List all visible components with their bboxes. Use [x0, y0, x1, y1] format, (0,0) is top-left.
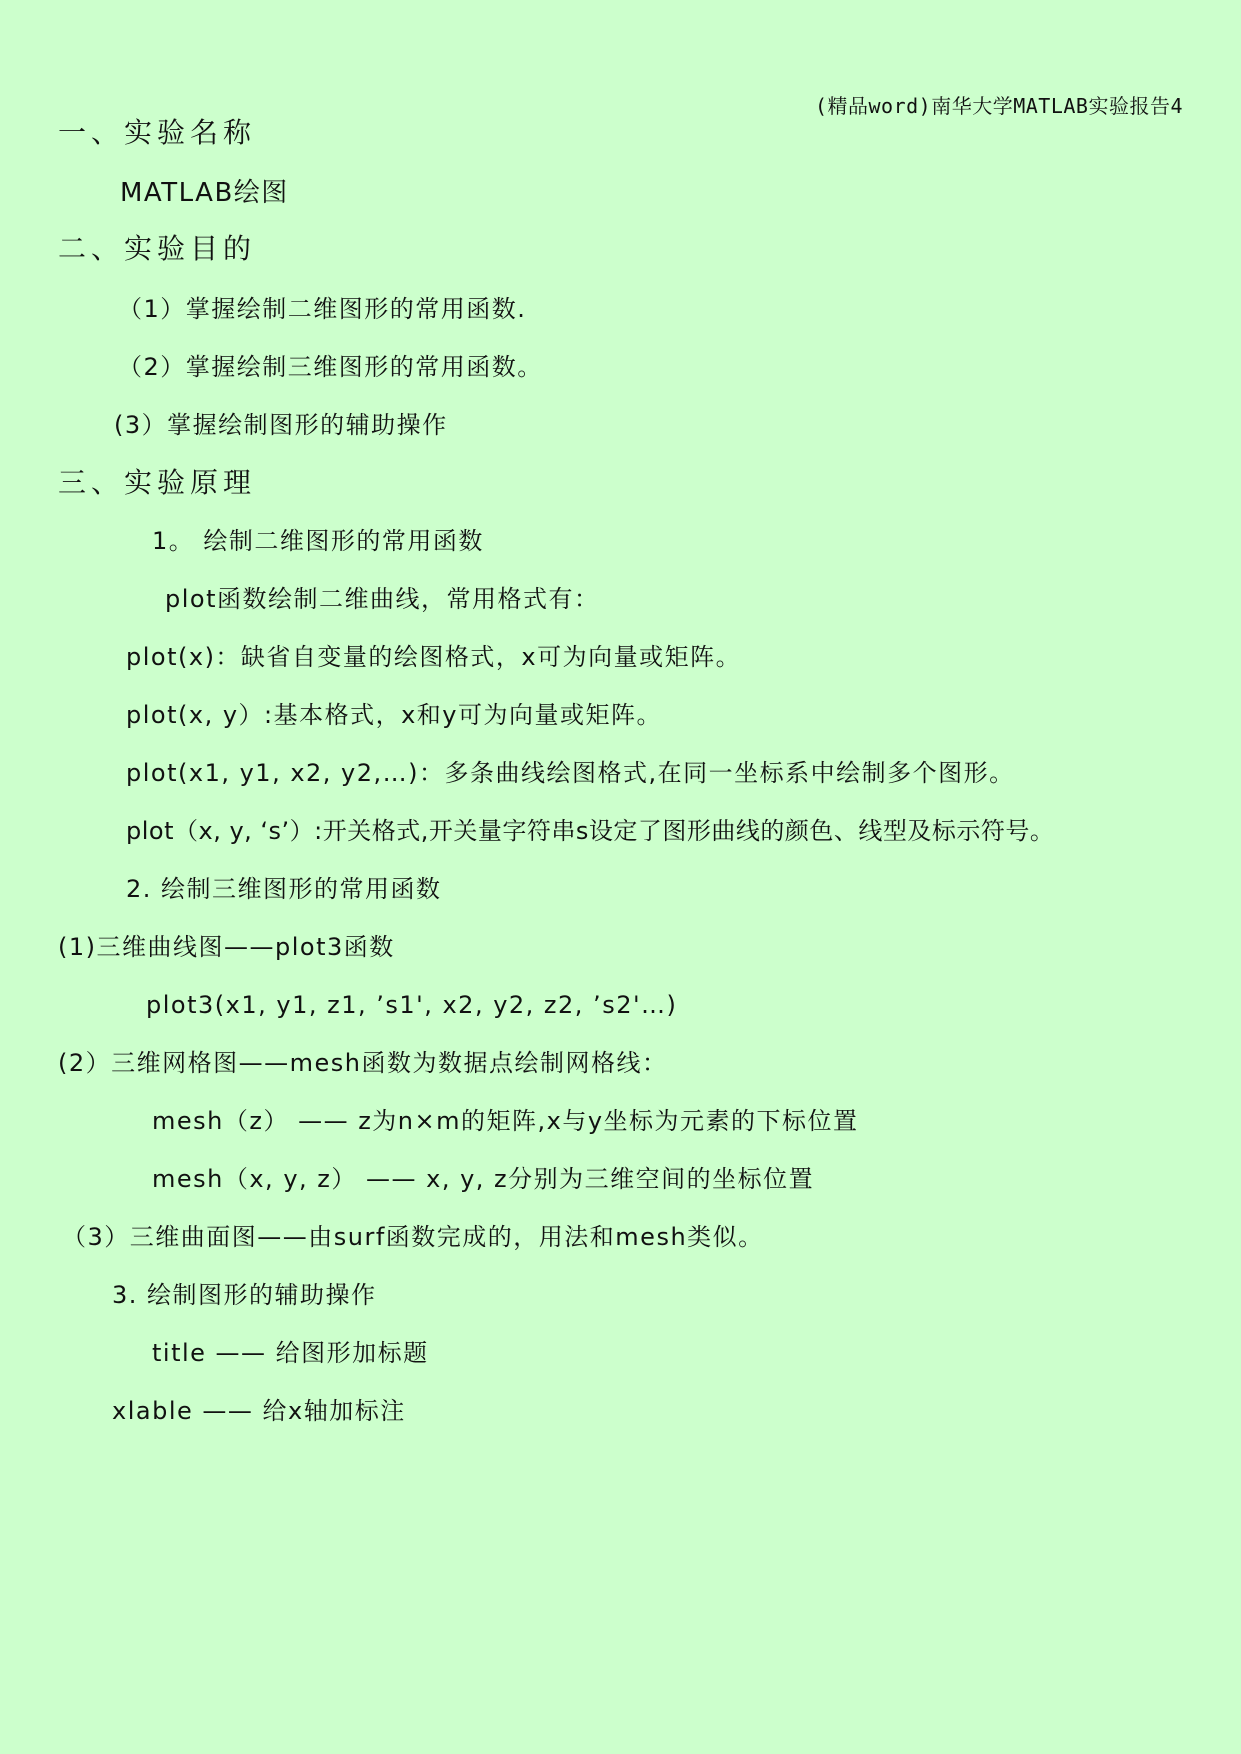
aux-xlabel-line: xlable —— 给x轴加标注 — [112, 1397, 406, 1425]
subsection-3d-title: 2. 绘制三维图形的常用函数 — [126, 875, 442, 903]
plot3-syntax: plot3(x1, y1, z1, ’s1', x2, y2, z2, ’s2'…) — [146, 991, 678, 1019]
plot-format-4: plot（x, y, ‘s’）:开关格式,开关量字符串s设定了图形曲线的颜色、线型及标示符号。 — [126, 817, 1055, 845]
running-header: (精品word)南华大学MATLAB实验报告4 — [814, 94, 1183, 118]
objective-item-3: (3）掌握绘制图形的辅助操作 — [114, 411, 448, 439]
subsection-2d-title: 1。 绘制二维图形的常用函数 — [152, 527, 484, 555]
mesh-heading: (2）三维网格图——mesh函数为数据点绘制网格线： — [58, 1049, 668, 1077]
objective-item-2: （2）掌握绘制三维图形的常用函数。 — [118, 353, 543, 381]
plot-intro: plot函数绘制二维曲线，常用格式有： — [165, 585, 600, 613]
mesh-format-1: mesh（z） —— z为n×m的矩阵,x与y坐标为元素的下标位置 — [152, 1107, 859, 1135]
section-2-heading: 二、实验目的 — [58, 232, 257, 265]
mesh-format-2: mesh（x, y, z） —— x, y, z分别为三维空间的坐标位置 — [152, 1165, 815, 1193]
plot-format-3: plot(x1, y1, x2, y2,…)：多条曲线绘图格式,在同一坐标系中绘制多个图形。 — [126, 759, 1015, 787]
surf-heading: （3）三维曲面图——由surf函数完成的，用法和mesh类似。 — [62, 1223, 764, 1251]
experiment-name: MATLAB绘图 — [120, 178, 289, 208]
section-1-heading: 一、实验名称 — [58, 116, 257, 149]
aux-title-line: title —— 给图形加标题 — [152, 1339, 429, 1367]
plot-format-1: plot(x)：缺省自变量的绘图格式，x可为向量或矩阵。 — [126, 643, 742, 671]
objective-item-1: （1）掌握绘制二维图形的常用函数. — [118, 295, 527, 323]
subsection-aux-title: 3. 绘制图形的辅助操作 — [112, 1281, 377, 1309]
plot3-heading: (1)三维曲线图——plot3函数 — [58, 933, 395, 961]
section-3-heading: 三、实验原理 — [58, 466, 257, 499]
plot-format-2: plot(x, y）:基本格式，x和y可为向量或矩阵。 — [126, 701, 663, 729]
